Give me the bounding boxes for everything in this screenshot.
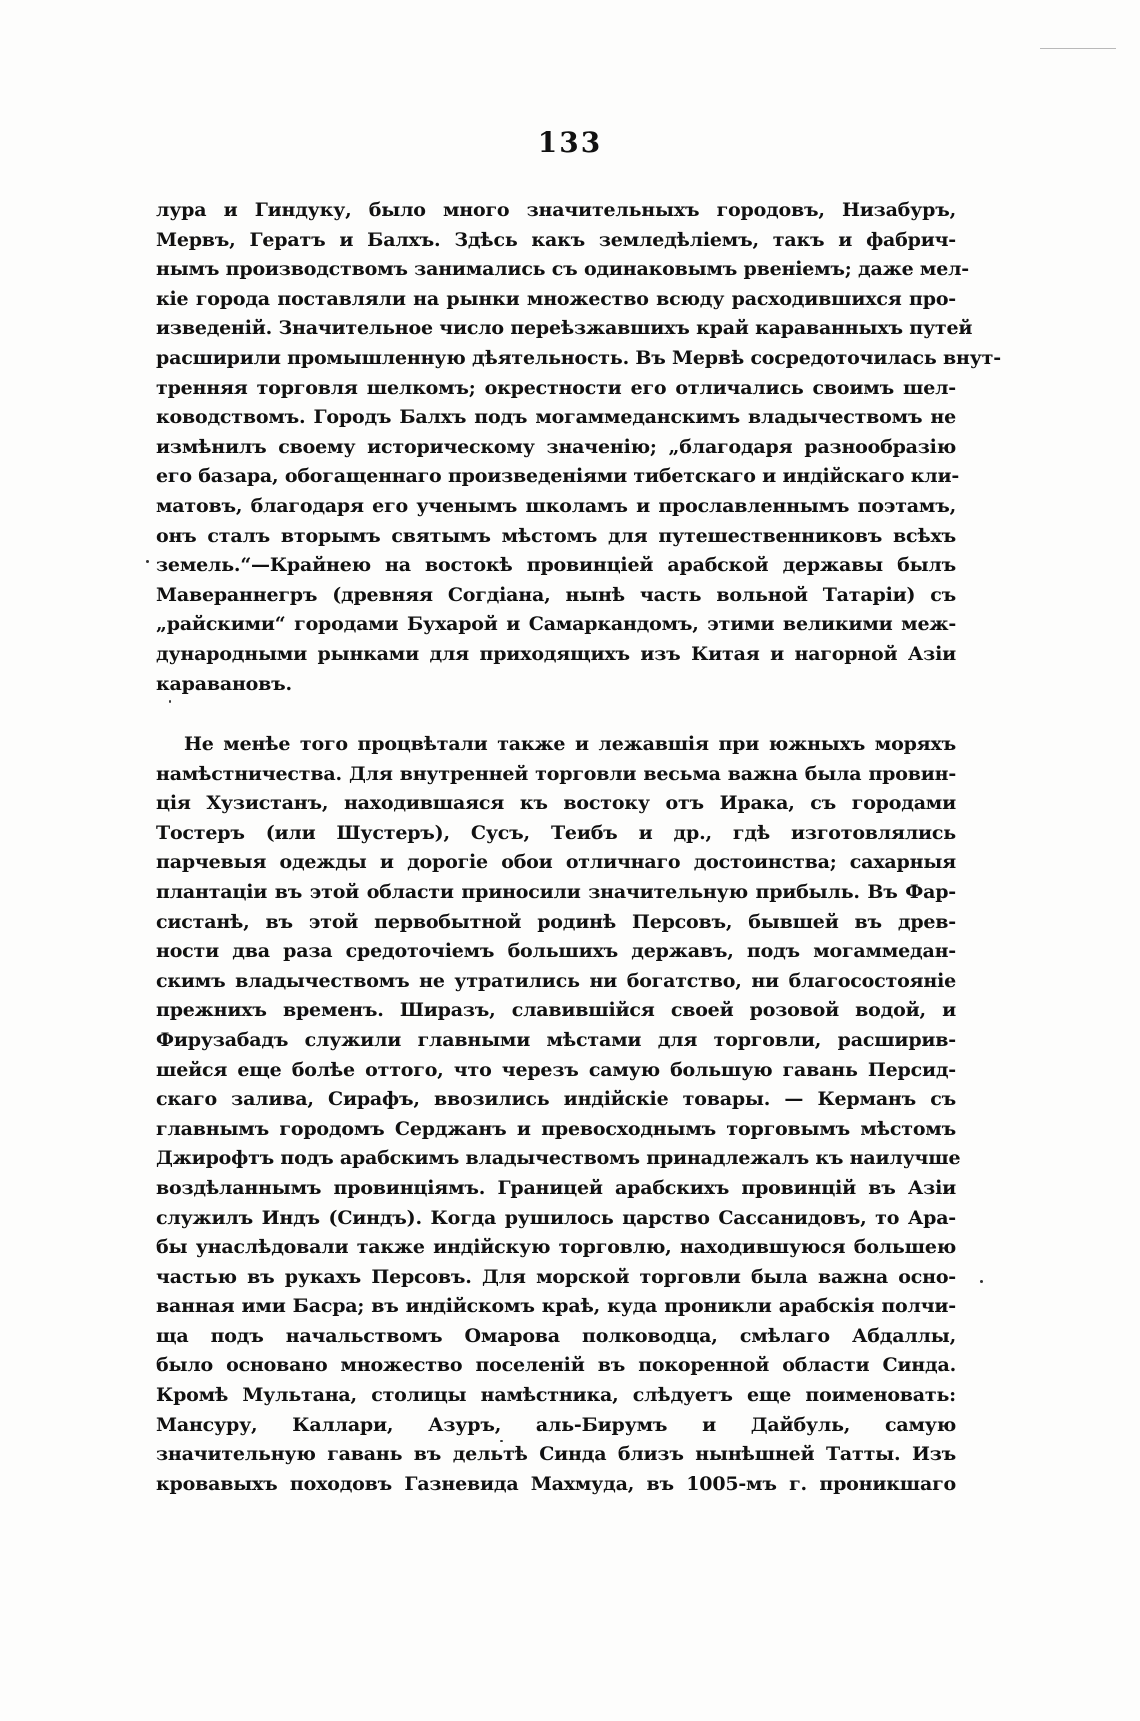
text-line: было основано множество поселеній въ покоренной области Синда. — [156, 1354, 956, 1377]
text-line: частью въ рукахъ Персовъ. Для морской торговли была важна осно- — [156, 1265, 956, 1288]
text-line: ща подъ начальствомъ Омарова полководца, смѣлаго Абдаллы, — [156, 1324, 956, 1347]
print-speck — [500, 1440, 503, 1442]
text-line: ція Хузистанъ, находившаяся къ востоку отъ Ирака, съ городами — [156, 792, 956, 815]
text-line: нымъ производствомъ занимались съ одинаковымъ рвеніемъ; даже мел- — [156, 258, 969, 281]
page-edge-divider — [1040, 48, 1116, 49]
text-line: систанѣ, въ этой первобытной родинѣ Персовъ, бывшей въ древ- — [156, 910, 956, 933]
text-line: каравановъ. — [156, 672, 292, 695]
paragraph-1 — [156, 196, 1001, 699]
text-line: плантаціи въ этой области приносили значительную прибыль. Въ Фар- — [156, 880, 956, 903]
text-line: расширили промышленную дѣятельность. Въ Мервѣ сосредоточилась внут- — [156, 346, 1001, 369]
text-line: Мервъ, Гератъ и Балхъ. Здѣсь какъ земледѣліемъ, такъ и фабрич- — [156, 228, 956, 251]
text-line: кровавыхъ походовъ Газневида Махмуда, въ 1005-мъ г. проникшаго — [156, 1472, 956, 1495]
text-line: лура и Гиндуку, было много значительныхъ городовъ, Низабуръ, — [156, 199, 956, 221]
text-line: земель.“—Крайнею на востокѣ провинціей арабской державы былъ — [156, 554, 956, 577]
text-line: его базара, обогащеннаго произведеніями тибетскаго и индійскаго кли- — [156, 465, 960, 488]
text-line: ности два раза средоточіемъ большихъ державъ, подъ могаммедан- — [156, 940, 956, 963]
text-line: служилъ Индъ (Синдъ). Когда рушилось царство Сассанидовъ, то Ара- — [156, 1206, 956, 1229]
text-line: главнымъ городомъ Серджанъ и превосходнымъ торговымъ мѣстомъ — [156, 1117, 956, 1140]
text-line: воздѣланнымъ провинціямъ. Границей арабскихъ провинцій въ Азіи — [156, 1176, 956, 1199]
text-line: Мавераннегръ (древняя Согдіана, нынѣ часть вольной Татаріи) съ — [156, 583, 956, 606]
text-line: изведеній. Значительное число переѣзжавшихъ край караванныхъ путей — [156, 317, 973, 340]
text-line: значительную гавань въ дельтѣ Синда близъ нынѣшней Татты. Изъ — [156, 1443, 956, 1466]
text-line: намѣстничества. Для внутренней торговли весьма важна была провин- — [156, 762, 956, 785]
text-line: Тостеръ (или Шустеръ), Сусъ, Теибъ и др., гдѣ изготовлялись — [156, 821, 956, 844]
text-line: кіе города поставляли на рынки множество всюду расходившихся про- — [156, 287, 956, 310]
text-line: Кромѣ Мультана, столицы намѣстника, слѣдуетъ еще поименовать: — [156, 1384, 956, 1407]
text-line: „райскими“ городами Бухарой и Самаркандомъ, этими великими меж- — [156, 613, 956, 636]
text-line: ванная ими Басра; въ индійскомъ краѣ, куда проникли арабскія полчи- — [156, 1295, 956, 1318]
text-line: тренняя торговля шелкомъ; окрестности его отличались своимъ шел- — [156, 376, 956, 399]
text-line: шейся еще болѣе оттого, что черезъ самую большую гавань Персид- — [156, 1058, 956, 1081]
text-line: парчевыя одежды и дорогіе обои отличнаго достоинства; сахарныя — [156, 851, 956, 874]
print-speck — [169, 700, 171, 703]
text-line: онъ сталъ вторымъ святымъ мѣстомъ для путешественниковъ всѣхъ — [156, 524, 956, 547]
page-number: 133 — [537, 126, 603, 159]
text-line: Фирузабадъ служили главными мѣстами для торговли, расширив- — [156, 1028, 956, 1051]
text-line: скимъ владычествомъ не утратились ни богатство, ни благосостояніе — [156, 969, 956, 992]
text-line: ководствомъ. Городъ Балхъ подъ могаммеданскимъ владычествомъ не — [156, 406, 956, 429]
paragraph-2 — [156, 730, 961, 1499]
print-speck — [980, 1280, 983, 1283]
text-line: дународными рынками для приходящихъ изъ Китая и нагорной Азіи — [156, 642, 956, 665]
print-speck — [146, 560, 149, 563]
text-line: прежнихъ временъ. Ширазъ, славившійся своей розовой водой, и — [156, 999, 956, 1022]
text-line: матовъ, благодаря его ученымъ школамъ и прославленнымъ поэтамъ, — [156, 494, 956, 517]
text-line: Не менѣе того процвѣтали также и лежавшія при южныхъ моряхъ — [184, 733, 956, 755]
text-line: бы унаслѣдовали также индійскую торговлю, находившуюся большею — [156, 1236, 956, 1259]
text-line: скаго залива, Сирафъ, ввозились индійскіе товары. — Керманъ съ — [156, 1088, 956, 1111]
text-line: Мансуру, Каллари, Азуръ, аль-Бирумъ и Дайбуль, самую — [156, 1413, 956, 1436]
text-line: измѣнилъ своему историческому значенію; „благодаря разнообразію — [156, 435, 956, 458]
text-line: Джирофтъ подъ арабскимъ владычествомъ принадлежалъ къ наилучше — [156, 1147, 961, 1170]
